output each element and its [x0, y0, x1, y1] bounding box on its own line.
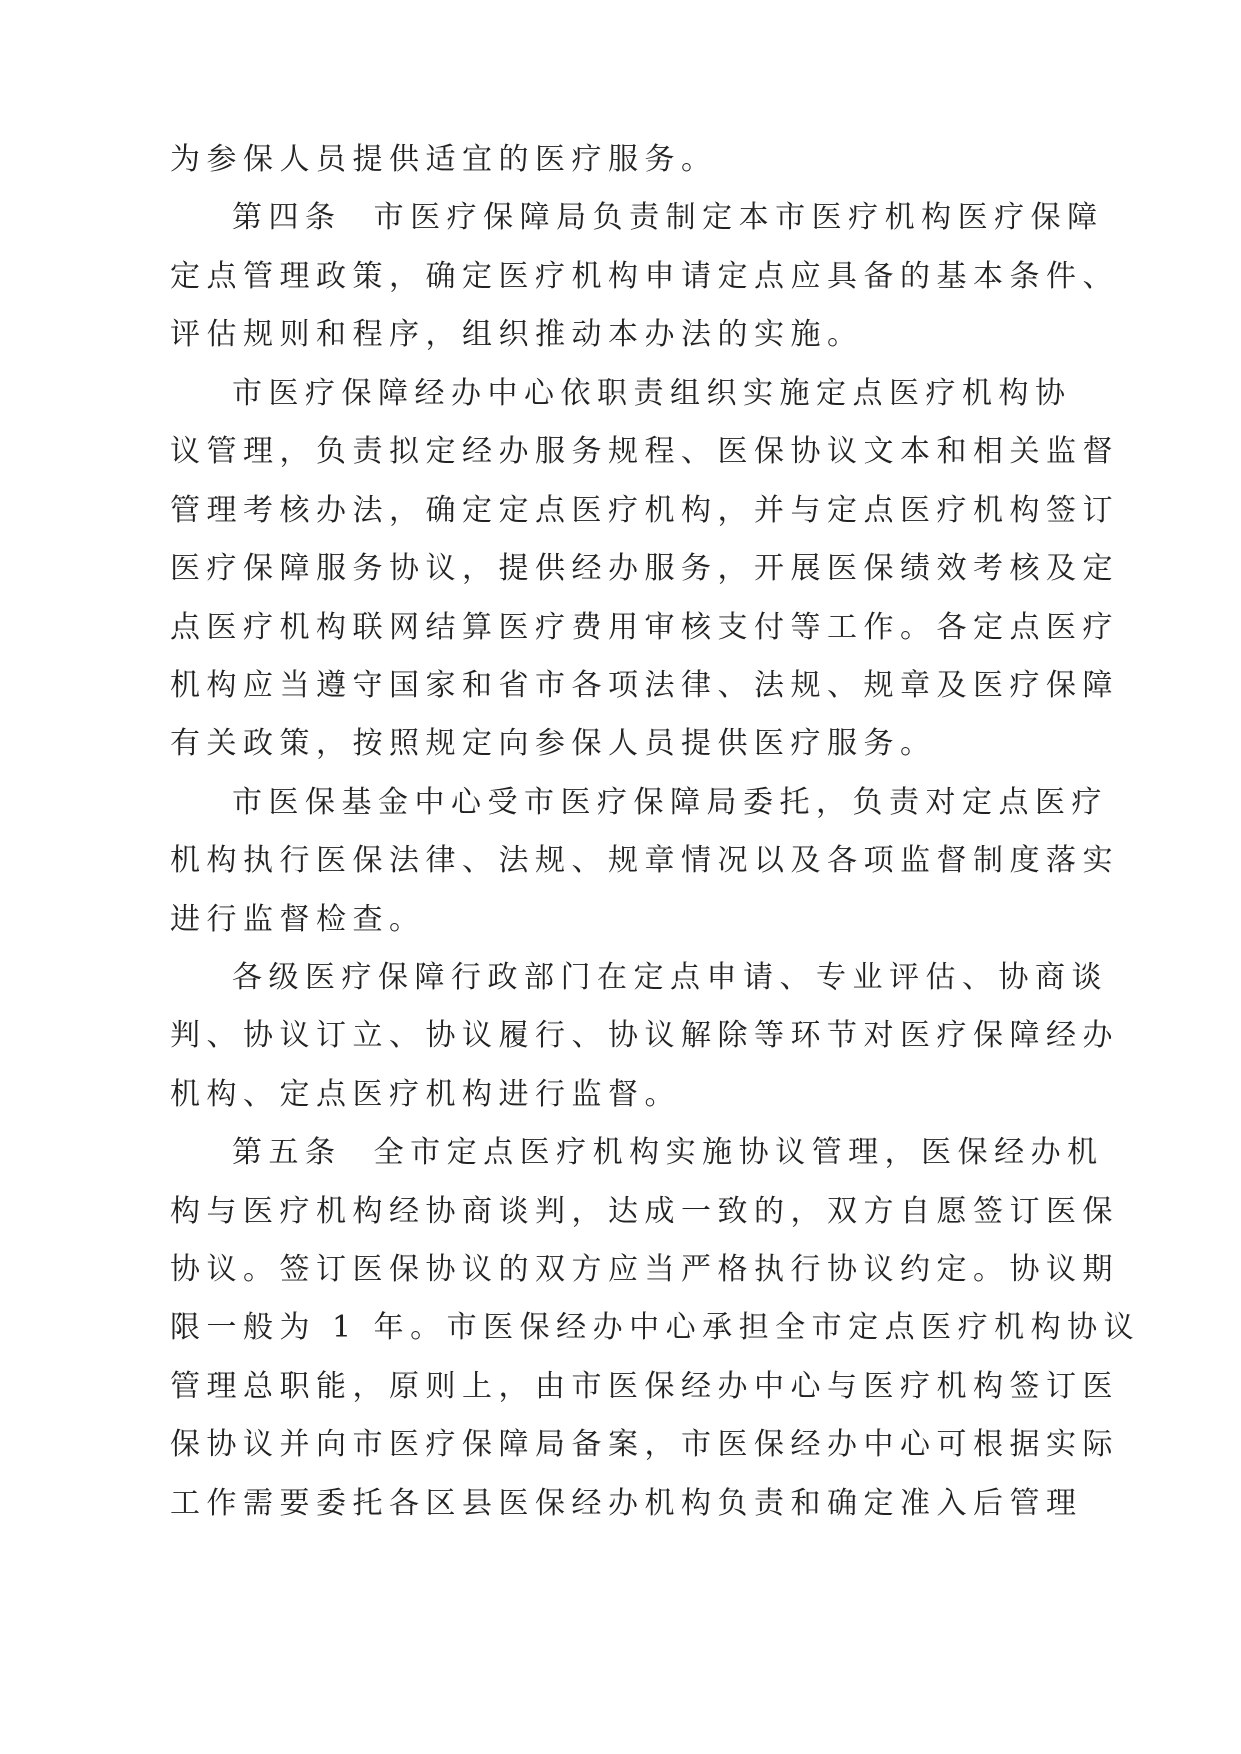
text-line-20: 协议。签订医保协议的双方应当严格执行协议约定。协议期 [170, 1252, 1119, 1287]
text-line-14: 进行监督检查。 [170, 902, 426, 937]
text-line-6: 议管理，负责拟定经办服务规程、医保协议文本和相关监督 [170, 434, 1119, 469]
text-line-23: 保协议并向市医疗保障局备案，市医保经办中心可根据实际 [170, 1427, 1119, 1462]
text-line-12: 市医保基金中心受市医疗保障局委托，负责对定点医疗 [232, 785, 1108, 820]
text-line-2: 第四条 市医疗保障局负责制定本市医疗机构医疗保障 [232, 200, 1104, 235]
text-line-9: 点医疗机构联网结算医疗费用审核支付等工作。各定点医疗 [170, 610, 1119, 645]
text-line-19: 构与医疗机构经协商谈判，达成一致的，双方自愿签订医保 [170, 1194, 1119, 1229]
text-line-8: 医疗保障服务协议，提供经办服务，开展医保绩效考核及定 [170, 551, 1119, 586]
text-line-24: 工作需要委托各区县医保经办机构负责和确定准入后管理 [170, 1486, 1083, 1521]
text-line-3: 定点管理政策，确定医疗机构申请定点应具备的基本条件、 [170, 259, 1119, 294]
text-line-22: 管理总职能，原则上，由市医保经办中心与医疗机构签订医 [170, 1369, 1119, 1404]
text-line-18: 第五条 全市定点医疗机构实施协议管理，医保经办机 [232, 1135, 1104, 1170]
text-line-13: 机构执行医保法律、法规、规章情况以及各项监督制度落实 [170, 843, 1119, 878]
text-line-4: 评估规则和程序，组织推动本办法的实施。 [170, 317, 864, 352]
text-line-7: 管理考核办法，确定定点医疗机构，并与定点医疗机构签订 [170, 493, 1119, 528]
text-line-16: 判、协议订立、协议履行、协议解除等环节对医疗保障经办 [170, 1018, 1119, 1053]
text-line-21: 限一般为 1 年。市医保经办中心承担全市定点医疗机构协议 [170, 1310, 1141, 1345]
text-line-15: 各级医疗保障行政部门在定点申请、专业评估、协商谈 [232, 960, 1108, 995]
text-line-11: 有关政策，按照规定向参保人员提供医疗服务。 [170, 726, 937, 761]
text-line-5: 市医疗保障经办中心依职责组织实施定点医疗机构协 [232, 376, 1072, 411]
text-line-10: 机构应当遵守国家和省市各项法律、法规、规章及医疗保障 [170, 668, 1119, 703]
text-line-17: 机构、定点医疗机构进行监督。 [170, 1077, 681, 1112]
text-line-1: 为参保人员提供适宜的医疗服务。 [170, 142, 718, 177]
